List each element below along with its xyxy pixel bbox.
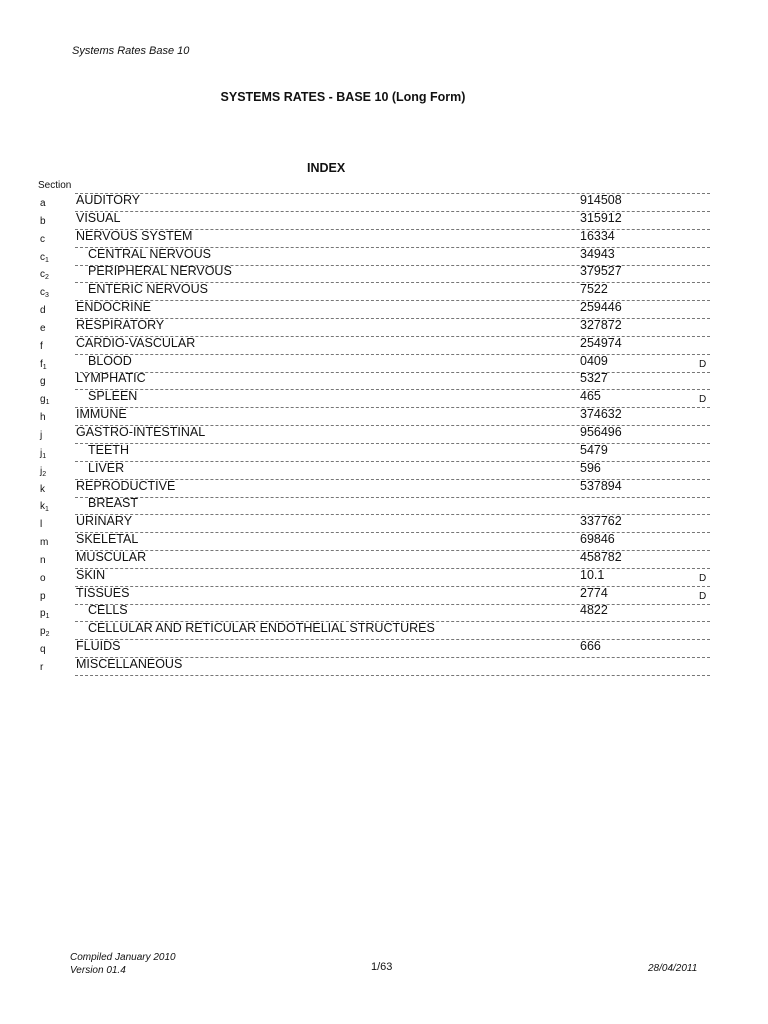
rate-value: 69846 bbox=[580, 532, 615, 547]
section-subscript: 2 bbox=[45, 631, 50, 639]
section-subscript: 1 bbox=[42, 452, 47, 460]
section-letter: b bbox=[40, 215, 46, 227]
rate-value: 254974 bbox=[580, 335, 622, 350]
section-code bbox=[40, 484, 70, 496]
rate-value: 327872 bbox=[580, 317, 622, 332]
system-name: CELLS bbox=[88, 603, 128, 618]
rate-value: 5479 bbox=[580, 442, 608, 457]
index-heading: INDEX bbox=[307, 161, 346, 175]
section-letter: j bbox=[40, 465, 43, 477]
rate-value: 379527 bbox=[580, 264, 622, 279]
rate-value: 4822 bbox=[580, 603, 608, 618]
system-name: BLOOD bbox=[88, 353, 132, 368]
section-code bbox=[40, 555, 70, 567]
section-letter: j bbox=[40, 447, 43, 459]
section-column-label: Section bbox=[38, 180, 72, 191]
footer-meta bbox=[70, 951, 176, 977]
system-name: TISSUES bbox=[76, 585, 130, 600]
section-code bbox=[40, 269, 70, 281]
section-letter: p bbox=[40, 608, 46, 620]
system-name: LIVER bbox=[88, 460, 125, 475]
section-letter: m bbox=[40, 537, 49, 549]
rate-value: 596 bbox=[580, 460, 601, 475]
system-name: MUSCULAR bbox=[76, 549, 147, 564]
system-name: TEETH bbox=[88, 442, 129, 457]
rate-flag: D bbox=[699, 590, 707, 602]
rate-value: 458782 bbox=[580, 549, 622, 564]
document-title-text: SYSTEMS RATES - BASE 10 (Long Form) bbox=[220, 90, 466, 104]
section-code bbox=[40, 287, 70, 299]
section-letter: d bbox=[40, 305, 46, 317]
system-name: VISUAL bbox=[76, 210, 121, 225]
print-date: 28/04/2011 bbox=[648, 963, 698, 974]
section-code bbox=[40, 626, 70, 638]
system-name: RESPIRATORY bbox=[76, 317, 165, 332]
section-letter: q bbox=[40, 644, 46, 656]
section-subscript: 2 bbox=[45, 274, 49, 282]
section-code bbox=[40, 359, 70, 371]
section-letter: p bbox=[40, 590, 46, 602]
rate-value: 0409 bbox=[580, 353, 608, 368]
rate-value: 7522 bbox=[580, 282, 608, 297]
rate-value: 956496 bbox=[580, 424, 622, 439]
section-code bbox=[40, 537, 70, 549]
system-name: GASTRO-INTESTINAL bbox=[76, 424, 206, 439]
section-letter: f bbox=[40, 358, 43, 370]
system-name: SKELETAL bbox=[76, 532, 139, 547]
rate-value: 10.1 bbox=[580, 567, 605, 582]
section-letter: f bbox=[40, 340, 43, 352]
system-name: SPLEEN bbox=[88, 389, 138, 404]
system-name: AUDITORY bbox=[76, 193, 141, 207]
rate-value: 5327 bbox=[580, 371, 608, 386]
section-code bbox=[40, 394, 70, 406]
section-letter: g bbox=[40, 376, 46, 388]
index-table bbox=[0, 193, 768, 684]
section-letter: a bbox=[40, 198, 46, 209]
section-code bbox=[40, 198, 70, 210]
rate-value: 666 bbox=[580, 639, 601, 654]
section-subscript: 1 bbox=[45, 613, 50, 621]
section-code bbox=[40, 412, 70, 424]
page-number: 1/63 bbox=[371, 961, 393, 973]
section-letter: g bbox=[40, 394, 46, 406]
running-header: Systems Rates Base 10 bbox=[72, 45, 190, 57]
section-code bbox=[40, 573, 70, 585]
section-letter: c bbox=[40, 287, 45, 299]
version-number: Version 01.4 bbox=[70, 965, 126, 976]
rate-value: 16334 bbox=[580, 228, 615, 243]
rate-value: 315912 bbox=[580, 210, 622, 225]
section-code bbox=[40, 216, 70, 228]
section-code bbox=[40, 466, 70, 478]
system-name: ENDOCRINE bbox=[76, 300, 152, 315]
rate-value: 34943 bbox=[580, 246, 615, 261]
system-name: NERVOUS SYSTEM bbox=[76, 228, 193, 243]
system-name: CENTRAL NERVOUS bbox=[88, 246, 211, 261]
section-code bbox=[40, 608, 70, 620]
section-code bbox=[40, 591, 70, 603]
system-name: IMMUNE bbox=[76, 407, 127, 422]
section-letter: j bbox=[40, 429, 43, 441]
section-code bbox=[40, 252, 70, 264]
index-row bbox=[0, 656, 768, 684]
section-subscript: 1 bbox=[42, 363, 47, 371]
document-title bbox=[0, 90, 768, 104]
system-name: BREAST bbox=[88, 496, 139, 511]
system-name: SKIN bbox=[76, 567, 106, 582]
index-row bbox=[0, 549, 768, 577]
section-code bbox=[40, 305, 70, 317]
section-subscript: 1 bbox=[45, 506, 49, 514]
section-code bbox=[40, 323, 70, 335]
system-name: CARDIO-VASCULAR bbox=[76, 335, 196, 350]
section-letter: c bbox=[40, 233, 45, 245]
section-code bbox=[40, 376, 70, 388]
rate-value: 337762 bbox=[580, 514, 622, 529]
section-letter: p bbox=[40, 626, 46, 638]
section-subscript: 2 bbox=[42, 470, 47, 478]
section-code bbox=[40, 341, 70, 353]
section-letter: c bbox=[40, 251, 45, 263]
system-name: URINARY bbox=[76, 514, 133, 529]
section-code bbox=[40, 430, 70, 442]
system-name: ENTERIC NERVOUS bbox=[88, 282, 208, 297]
rate-value: 259446 bbox=[580, 300, 622, 315]
section-letter: e bbox=[40, 322, 46, 334]
section-letter: o bbox=[40, 572, 46, 584]
section-letter: c bbox=[40, 269, 45, 281]
system-name: REPRODUCTIVE bbox=[76, 478, 176, 493]
rate-flag: D bbox=[699, 572, 707, 584]
section-code bbox=[40, 519, 70, 531]
section-letter: r bbox=[40, 661, 44, 673]
section-code bbox=[40, 448, 70, 460]
section-letter: l bbox=[40, 519, 43, 531]
system-name: MISCELLANEOUS bbox=[76, 656, 183, 671]
section-letter: k bbox=[40, 501, 45, 513]
rate-value: 374632 bbox=[580, 407, 622, 422]
rate-value: 537894 bbox=[580, 478, 622, 493]
system-name: CELLULAR AND RETICULAR ENDOTHELIAL STRUCTURES bbox=[88, 621, 435, 636]
system-name: LYMPHATIC bbox=[76, 371, 146, 386]
section-subscript: 1 bbox=[45, 256, 49, 264]
section-code bbox=[40, 662, 70, 674]
system-name: PERIPHERAL NERVOUS bbox=[88, 264, 232, 279]
compiled-date: Compiled January 2010 bbox=[70, 952, 176, 963]
section-subscript: 1 bbox=[45, 399, 50, 407]
rate-flag: D bbox=[699, 358, 707, 370]
section-letter: n bbox=[40, 554, 46, 566]
rate-value: 914508 bbox=[580, 193, 622, 207]
section-code bbox=[40, 644, 70, 656]
section-subscript: 3 bbox=[45, 292, 49, 300]
section-code bbox=[40, 234, 70, 246]
rate-flag: D bbox=[699, 394, 707, 406]
section-letter: k bbox=[40, 483, 45, 495]
system-name: FLUIDS bbox=[76, 639, 121, 654]
rate-value: 2774 bbox=[580, 585, 608, 600]
section-code bbox=[40, 501, 70, 513]
section-letter: h bbox=[40, 412, 46, 424]
rate-value: 465 bbox=[580, 389, 601, 404]
